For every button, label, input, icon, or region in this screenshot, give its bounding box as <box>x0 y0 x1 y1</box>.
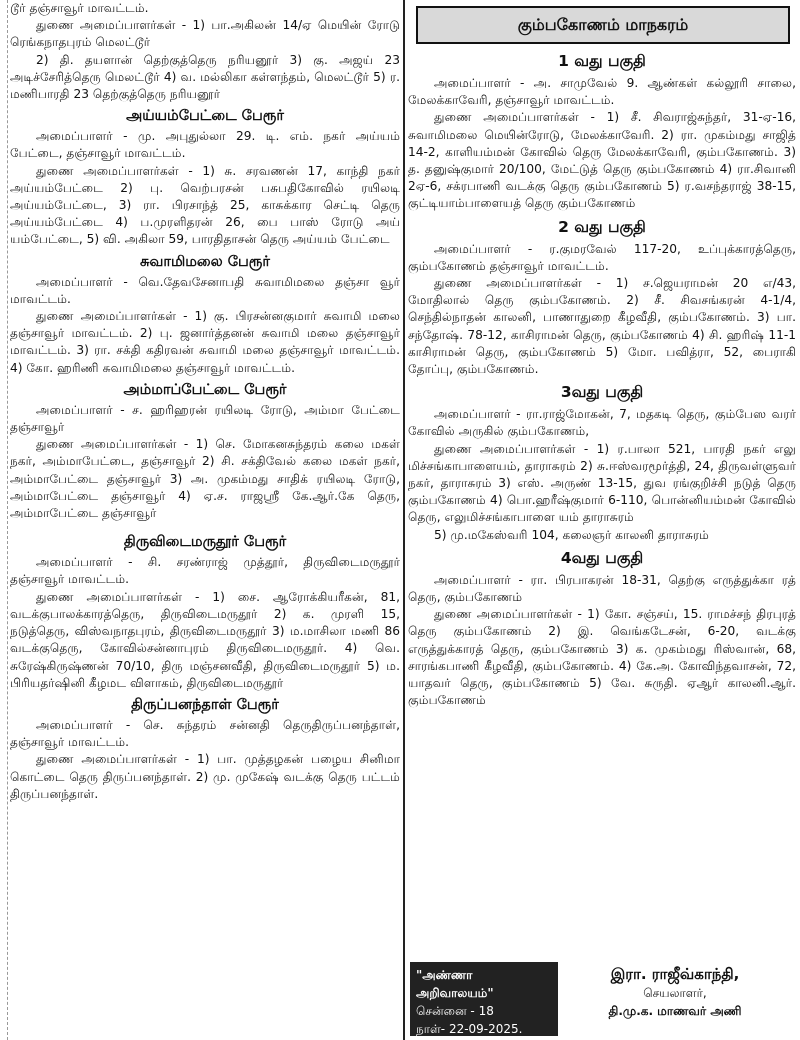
ward-1-organizer: அமைப்பாளர் - அ. சாமுவேல் 9. ஆண்கள் கல்லூரி சாலை, மேலக்காவேரி, தஞ்சாவூர் மாவட்டம். <box>408 76 796 108</box>
thiruppanandal-organizer: அமைப்பாளர் - செ. சுந்தரம் சன்னதி தெருதிருப்பனந்தாள், தஞ்சாவூர் மாவட்டம். <box>10 717 400 750</box>
thiruvidaimarudur-heading: திருவிடைமருதூர் பேரூர் <box>123 534 287 551</box>
ward-1-heading: 1 வது பகுதி <box>558 52 646 70</box>
swamimalai-deputies: துணை அமைப்பாளர்கள் - 1) கு. பிரசன்னகுமார் சுவாமி மலை தஞ்சாவூர் மாவட்டம். 2) பு. ஜனார்த்தனன் சுவாமி மலை தஞ்சாவூர் மாவட்டம். 3) ரா. சக்தி கதிரவன் சுவாமி மலை தஞ்சாவூர் மாவட்டம். 4) கோ. ஹரிணி சுவாமிமலை தஞ்சாவூர் மாவட்டம். <box>10 309 400 375</box>
intro-line: டூர் தஞ்சாவூர் மாவட்டம். <box>10 1 149 15</box>
ward-2-heading: 2 வது பகுதி <box>558 217 646 236</box>
left-column <box>10 0 400 1040</box>
signatory-wing: தி.மு.க. மாணவர் அணி <box>608 1004 742 1018</box>
ward-1-deputies: துணை அமைப்பாளர்கள் - 1) சீ. சிவராஜ்சுந்தர், 31-ஏ-16, சுவாமிமலை மெயின்ரோடு, மேலக்காவேரி. 2) ரா. முகம்மது சாஜித் 14-2, காளியம்மன் கோவில் தெரு மேலக்காவேரி, கும்பகோணம். 3) த. தனுஷ்குமார் 20/100, மேட்டுத் தெரு கும்பகோணம் 4) ரா.சிவானி 2ஏ-6, சக்ரபாணி வடக்கு தெரு கும்பகோணம் 5) ர.வசந்தராஜ் 38-15, குட்டியாம்பாளையத் தெரு கும்பகோணம் <box>408 110 796 211</box>
swamimalai-heading: சுவாமிமலை பேரூர் <box>140 253 270 270</box>
signature-footer <box>410 962 792 1036</box>
signatory-name: இரா. ராஜீவ்காந்தி, <box>610 965 740 983</box>
ammapettai-deputies: துணை அமைப்பாளர்கள் - 1) செ. மோகனசுந்தரம் கலை மகள் நகர், அம்மாபேட்டை, தஞ்சாவூர் 2) சி. சக்திவேல் கலை மகள் நகர், அம்மாபேட்டை தஞ்சாவூர் 3) அ. முகம்மது சாதிக் ரயிலடி ரோடு, அம்மாபேட்டை தஞ்சாவூர் 4) ஏ.ச. ராஜஸ்ரீ கே.ஆர்.கே தெரு, அம்மாபேட்டை தஞ்சாவூர் <box>10 437 400 521</box>
signatory-block <box>558 962 792 1036</box>
signatory-role: செயலாளர், <box>643 986 707 1000</box>
melattur-deputies: துணை அமைப்பாளர்கள் - 1) பா.அகிலன் 14/ஏ மெயின் ரோடு ரெங்கநாதபுரம் மெலட்டூர் <box>10 18 400 50</box>
ward-4-deputies: துணை அமைப்பாளர்கள் - 1) கோ. சஞ்சய், 15. ராமச்சந் திரபுரத் தெரு கும்பகோணம் 2) இ. வெங்கடேசன், 6-20, வடக்கு எருத்துக்காரத் தெரு, கும்பகோணம் 3) க. முகம்மது ரிஸ்வான், 68, சாரங்கபாணி கீழவீதி, கும்பகோணம். 4) கே.அ. கோவிந்தவாசன், 72, யாதவர் தெரு, கும்பகோணம் 5) வே. சுருதி. ஏஆர் காலனி.ஆர். கும்பகோணம் <box>408 607 796 708</box>
column-divider <box>403 0 405 1040</box>
thiruppanandal-heading: திருப்பனந்தாள் பேரூர் <box>131 696 279 713</box>
office-city: சென்னை - 18 <box>416 1004 494 1018</box>
ammapettai-heading: அம்மாப்பேட்டை பேரூர் <box>123 381 287 398</box>
right-column <box>408 0 796 1040</box>
ayyampettai-heading: அய்யம்பேட்டை பேரூர் <box>126 108 284 125</box>
ward-3-deputies-cont: 5) மு.மகேஸ்வரி 104, கலைஞர் காலனி தாராசுரம் <box>434 527 709 542</box>
swamimalai-organizer: அமைப்பாளர் - வெ.தேவசேனாபதி சுவாமிமலை தஞ்சா வூர் மாவட்டம். <box>10 274 400 306</box>
notice-date: நாள்- 22-09-2025. <box>416 1022 523 1036</box>
ayyampettai-deputies: துணை அமைப்பாளர்கள் - 1) சு. சரவணன் 17, காந்தி நகர் அய்யம்பேட்டை 2) பு. வெற்பரசன் பசுபதிகோவில் ரயிலடி அய்யம்பேட்டை, 3) ரா. பிரசாந்த் 25, காசுக்கார செட்டி தெரு அய்யம்பேட்டை 4) ப.முரளிதரன் 26, பை பாஸ் ரோடு அய் யம்பேட்டை, 5) வி. அகிலா 59, பாரதிதாசன் தெரு அய்யம் பேட்டை <box>10 163 400 247</box>
ward-2-organizer: அமைப்பாளர் - ர.குமரவேல் 117-20, உப்புக்காரத்தெரு, கும்பகோணம் தஞ்சாவூர் மாவட்டம். <box>408 241 796 273</box>
ward-2-deputies: துணை அமைப்பாளர்கள் - 1) ச.ஜெயராமன் 20 எ/43, மோதிலால் தெரு கும்பகோணம். 2) சீ. சிவசங்கரன் 4-1/4, செந்தில்நாதன் காலனி, பாணாதுறை கீழவீதி, கும்பகோணம். 3) பா. சந்தோஷ். 78-12, காசிராமன் தெரு, கும்பகோணம் 4) சி. ஹரிஷ் 11-1 காசிராமன் தெரு, கும்பகோணம் 5) மோ. பவித்ரா, 52, பைராகி தோப்பு, கும்பகோணம். <box>408 276 796 377</box>
ward-3-heading: 3வது பகுதி <box>560 383 644 402</box>
ammapettai-organizer: அமைப்பாளர் - ச. ஹரிஹரன் ரயிலடி ரோடு, அம்மா பேட்டை தஞ்சாவூர் <box>10 402 400 435</box>
thiruvidaimarudur-deputies: துணை அமைப்பாளர்கள் - 1) சை. ஆரோக்கியரீகன், 81, வடக்குபாலக்காரத்தெரு, திருவிடைமருதூர் 2) க. முரளி 15, நடுத்தெரு, விஸ்வநாதபுரம், திருவிடைமருதூர் 3) ம.மாசிலா மணி 86 வடக்குதெரு, கோவில்சன்னாபுரம் திருவிடைமருதூர். 4) வெ. சுரேஷ்கிருஷ்ணன் 70/10, திரு மஞ்சனவீதி, திருவிடைமருதூர் 5) ம. பிரியதர்ஷினி கீழமட விளாகம், திருவிடைமருதூர் <box>10 589 400 690</box>
ward-4-heading: 4வது பகுதி <box>560 548 644 567</box>
ward-3-deputies: துணை அமைப்பாளர்கள் - 1) ர.பாலா 521, பாரதி நகர் எலு மிச்சங்காபாளையம், தாராசுரம் 2) சு.ஈஸ்வரமூர்த்தி, 24, திருவள்ளுவர் நகர், தாராசுரம் 3) எஸ். அருண் 13-15, துவ ரங்குறிச்சி நடுத் தெரு கும்பகோணம் 4) பொ.ஹரீஷ்குமார் 6-110, பொன்னியம்மன் கோவில் தெரு, எலுமிச்சங்காபாளை யம் தாராசுரம் <box>408 441 796 525</box>
ward-4-organizer: அமைப்பாளர் - ரா. பிரபாகரன் 18-31, தெற்கு எருத்துக்கா ரத் தெரு, கும்பகோணம் <box>408 572 796 605</box>
office-name: "அண்ணா அறிவாலயம்" <box>416 968 494 1000</box>
ward-3-organizer: அமைப்பாளர் - ரா.ராஜ்மோகன், 7, மதகடி தெரு, கும்பேஸ வரர் கோவில் அருகில் கும்பகோணம், <box>408 407 796 439</box>
melattur-deputies-cont: 2) தி. தயளான் தெற்குத்தெரு நரியனூர் 3) கு. அஜய் 23 அடிச்சேரித்தெரு மெலட்டூர் 4) வ. மல்லிகா கள்ளந்தம், மெலட்டூர் 5) ர. மணிபாரதி 23 தெற்குத்தெரு நரியனூர் <box>10 52 400 102</box>
office-block <box>410 962 558 1036</box>
ayyampettai-organizer: அமைப்பாளர் - மு. அபுதுல்லா 29. டி. எம். நகர் அய்யம் பேட்டை, தஞ்சாவூர் மாவட்டம். <box>10 129 400 161</box>
page-gutter <box>0 0 8 1040</box>
kumbakonam-banner: கும்பகோணம் மாநகரம் <box>416 6 790 44</box>
thiruvidaimarudur-organizer: அமைப்பாளர் - சி. சரண்ராஜ் முத்தூர், திருவிடைமருதூர் தஞ்சாவூர் மாவட்டம். <box>10 555 400 587</box>
thiruppanandal-deputies: துணை அமைப்பாளர்கள் - 1) பா. முத்தழகன் பழைய சினிமா கொட்டை தெரு திருப்பனந்தாள். 2) மு. முகேஷ் வடக்கு தெரு பட்டம் திருப்பனந்தாள். <box>10 752 400 801</box>
